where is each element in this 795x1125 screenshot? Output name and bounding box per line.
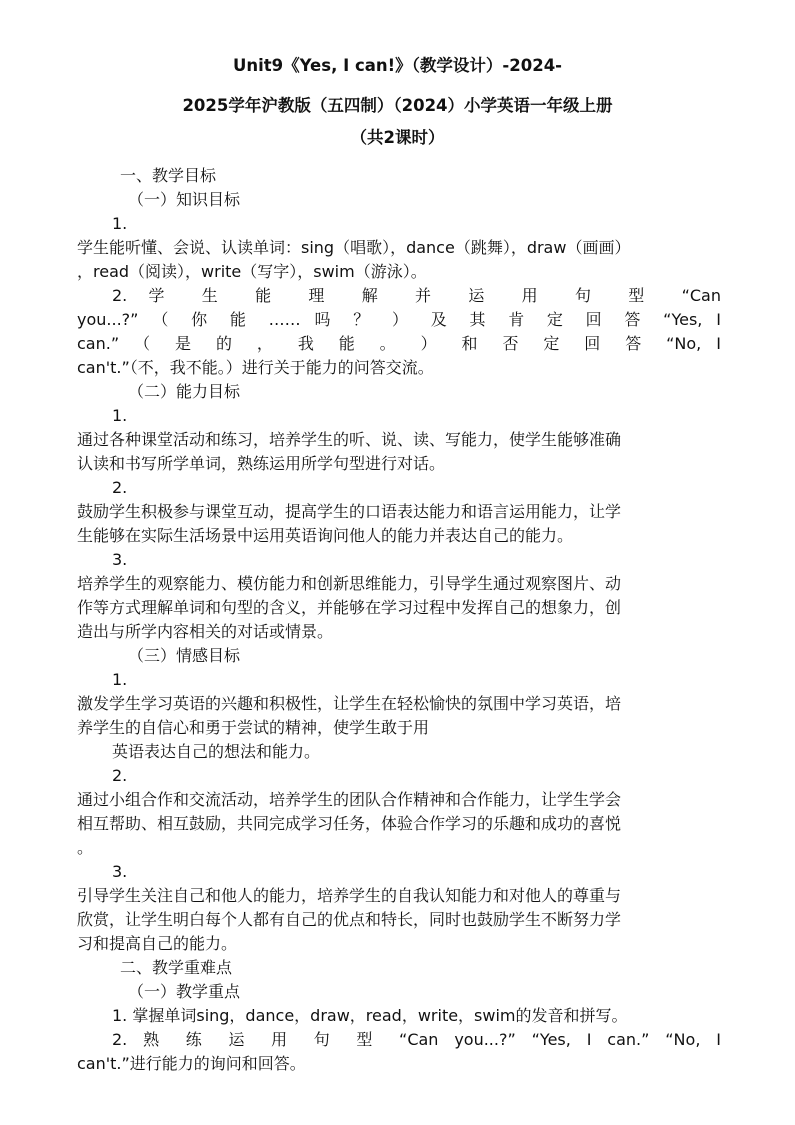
paragraph-line: 2. 熟 练 运 用 句 型 “Can you...?” “Yes, I can.” “No, I — [112, 1030, 721, 1049]
subsection-emotion: （三）情感目标 — [128, 646, 241, 665]
paragraph-line: 培养学生的观察能力、模仿能力和创新思维能力，引导学生通过观察图片、动 — [77, 574, 622, 593]
paragraph-line: 。 — [77, 838, 94, 857]
paragraph-line: 学生能听懂、会说、认读单词：sing（唱歌），dance（跳舞），draw（画画） — [77, 238, 631, 257]
doc-title-line-3: （共2课时） — [350, 128, 445, 147]
item-number: 1. — [112, 214, 128, 233]
paragraph-line: you...?” （ 你 能 …… 吗 ？ ） 及 其 肯 定 回 答 “Yes, I — [77, 310, 721, 329]
paragraph-line: 习和提高自己的能力。 — [77, 934, 238, 953]
paragraph-line: 养学生的自信心和勇于尝试的精神，使学生敢于用 — [77, 718, 430, 737]
paragraph-line: 2. 学 生 能 理 解 并 运 用 句 型 “Can — [112, 286, 721, 305]
item-number: 2. — [112, 478, 128, 497]
paragraph-line: 引导学生关注自己和他人的能力，培养学生的自我认知能力和对他人的尊重与 — [77, 886, 622, 905]
subsection-ability: （二）能力目标 — [128, 382, 241, 401]
paragraph-line: 鼓励学生积极参与课堂互动，提高学生的口语表达能力和语言运用能力，让学 — [77, 502, 622, 521]
paragraph-line: 通过小组合作和交流活动，培养学生的团队合作精神和合作能力，让学生学会 — [77, 790, 622, 809]
item-number: 3. — [112, 862, 128, 881]
paragraph-line: 作等方式理解单词和句型的含义，并能够在学习过程中发挥自己的想象力，创 — [77, 598, 622, 617]
doc-title-line-1: Unit9《Yes, I can!》（教学设计）-2024- — [232, 56, 563, 75]
item-number: 1. — [112, 406, 128, 425]
section-heading-1: 一、教学目标 — [120, 166, 217, 185]
paragraph-line: ，read（阅读），write（写字），swim（游泳）。 — [77, 262, 427, 281]
paragraph-line: 1. 掌握单词sing，dance，draw，read，write，swim的发音和拼写。 — [112, 1006, 628, 1025]
subsection-key-points: （一）教学重点 — [128, 982, 241, 1001]
paragraph-line: 通过各种课堂活动和练习，培养学生的听、说、读、写能力，使学生能够准确 — [77, 430, 622, 449]
item-number: 2. — [112, 766, 128, 785]
paragraph-line: can.” （ 是 的 ， 我 能 。 ） 和 否 定 回 答 “No, I — [77, 334, 721, 353]
item-number: 3. — [112, 550, 128, 569]
item-number: 1. — [112, 670, 128, 689]
paragraph-line: 英语表达自己的想法和能力。 — [112, 742, 321, 761]
paragraph-line: 造出与所学内容相关的对话或情景。 — [77, 622, 334, 641]
subsection-knowledge: （一）知识目标 — [128, 190, 241, 209]
paragraph-line: 欣赏，让学生明白每个人都有自己的优点和特长，同时也鼓励学生不断努力学 — [77, 910, 622, 929]
paragraph-line: 激发学生学习英语的兴趣和积极性，让学生在轻松愉快的氛围中学习英语，培 — [77, 694, 622, 713]
paragraph-line: 认读和书写所学单词，熟练运用所学句型进行对话。 — [77, 454, 446, 473]
paragraph-line: can't.”（不，我不能。）进行关于能力的问答交流。 — [77, 358, 434, 377]
paragraph-line: 相互帮助、相互鼓励，共同完成学习任务，体验合作学习的乐趣和成功的喜悦 — [77, 814, 622, 833]
paragraph-line: 生能够在实际生活场景中运用英语询问他人的能力并表达自己的能力。 — [77, 526, 574, 545]
paragraph-line: can't.”进行能力的询问和回答。 — [77, 1054, 306, 1073]
doc-title-line-2: 2025学年沪教版（五四制）（2024）小学英语一年级上册 — [182, 96, 613, 115]
section-heading-2: 二、教学重难点 — [120, 958, 233, 977]
